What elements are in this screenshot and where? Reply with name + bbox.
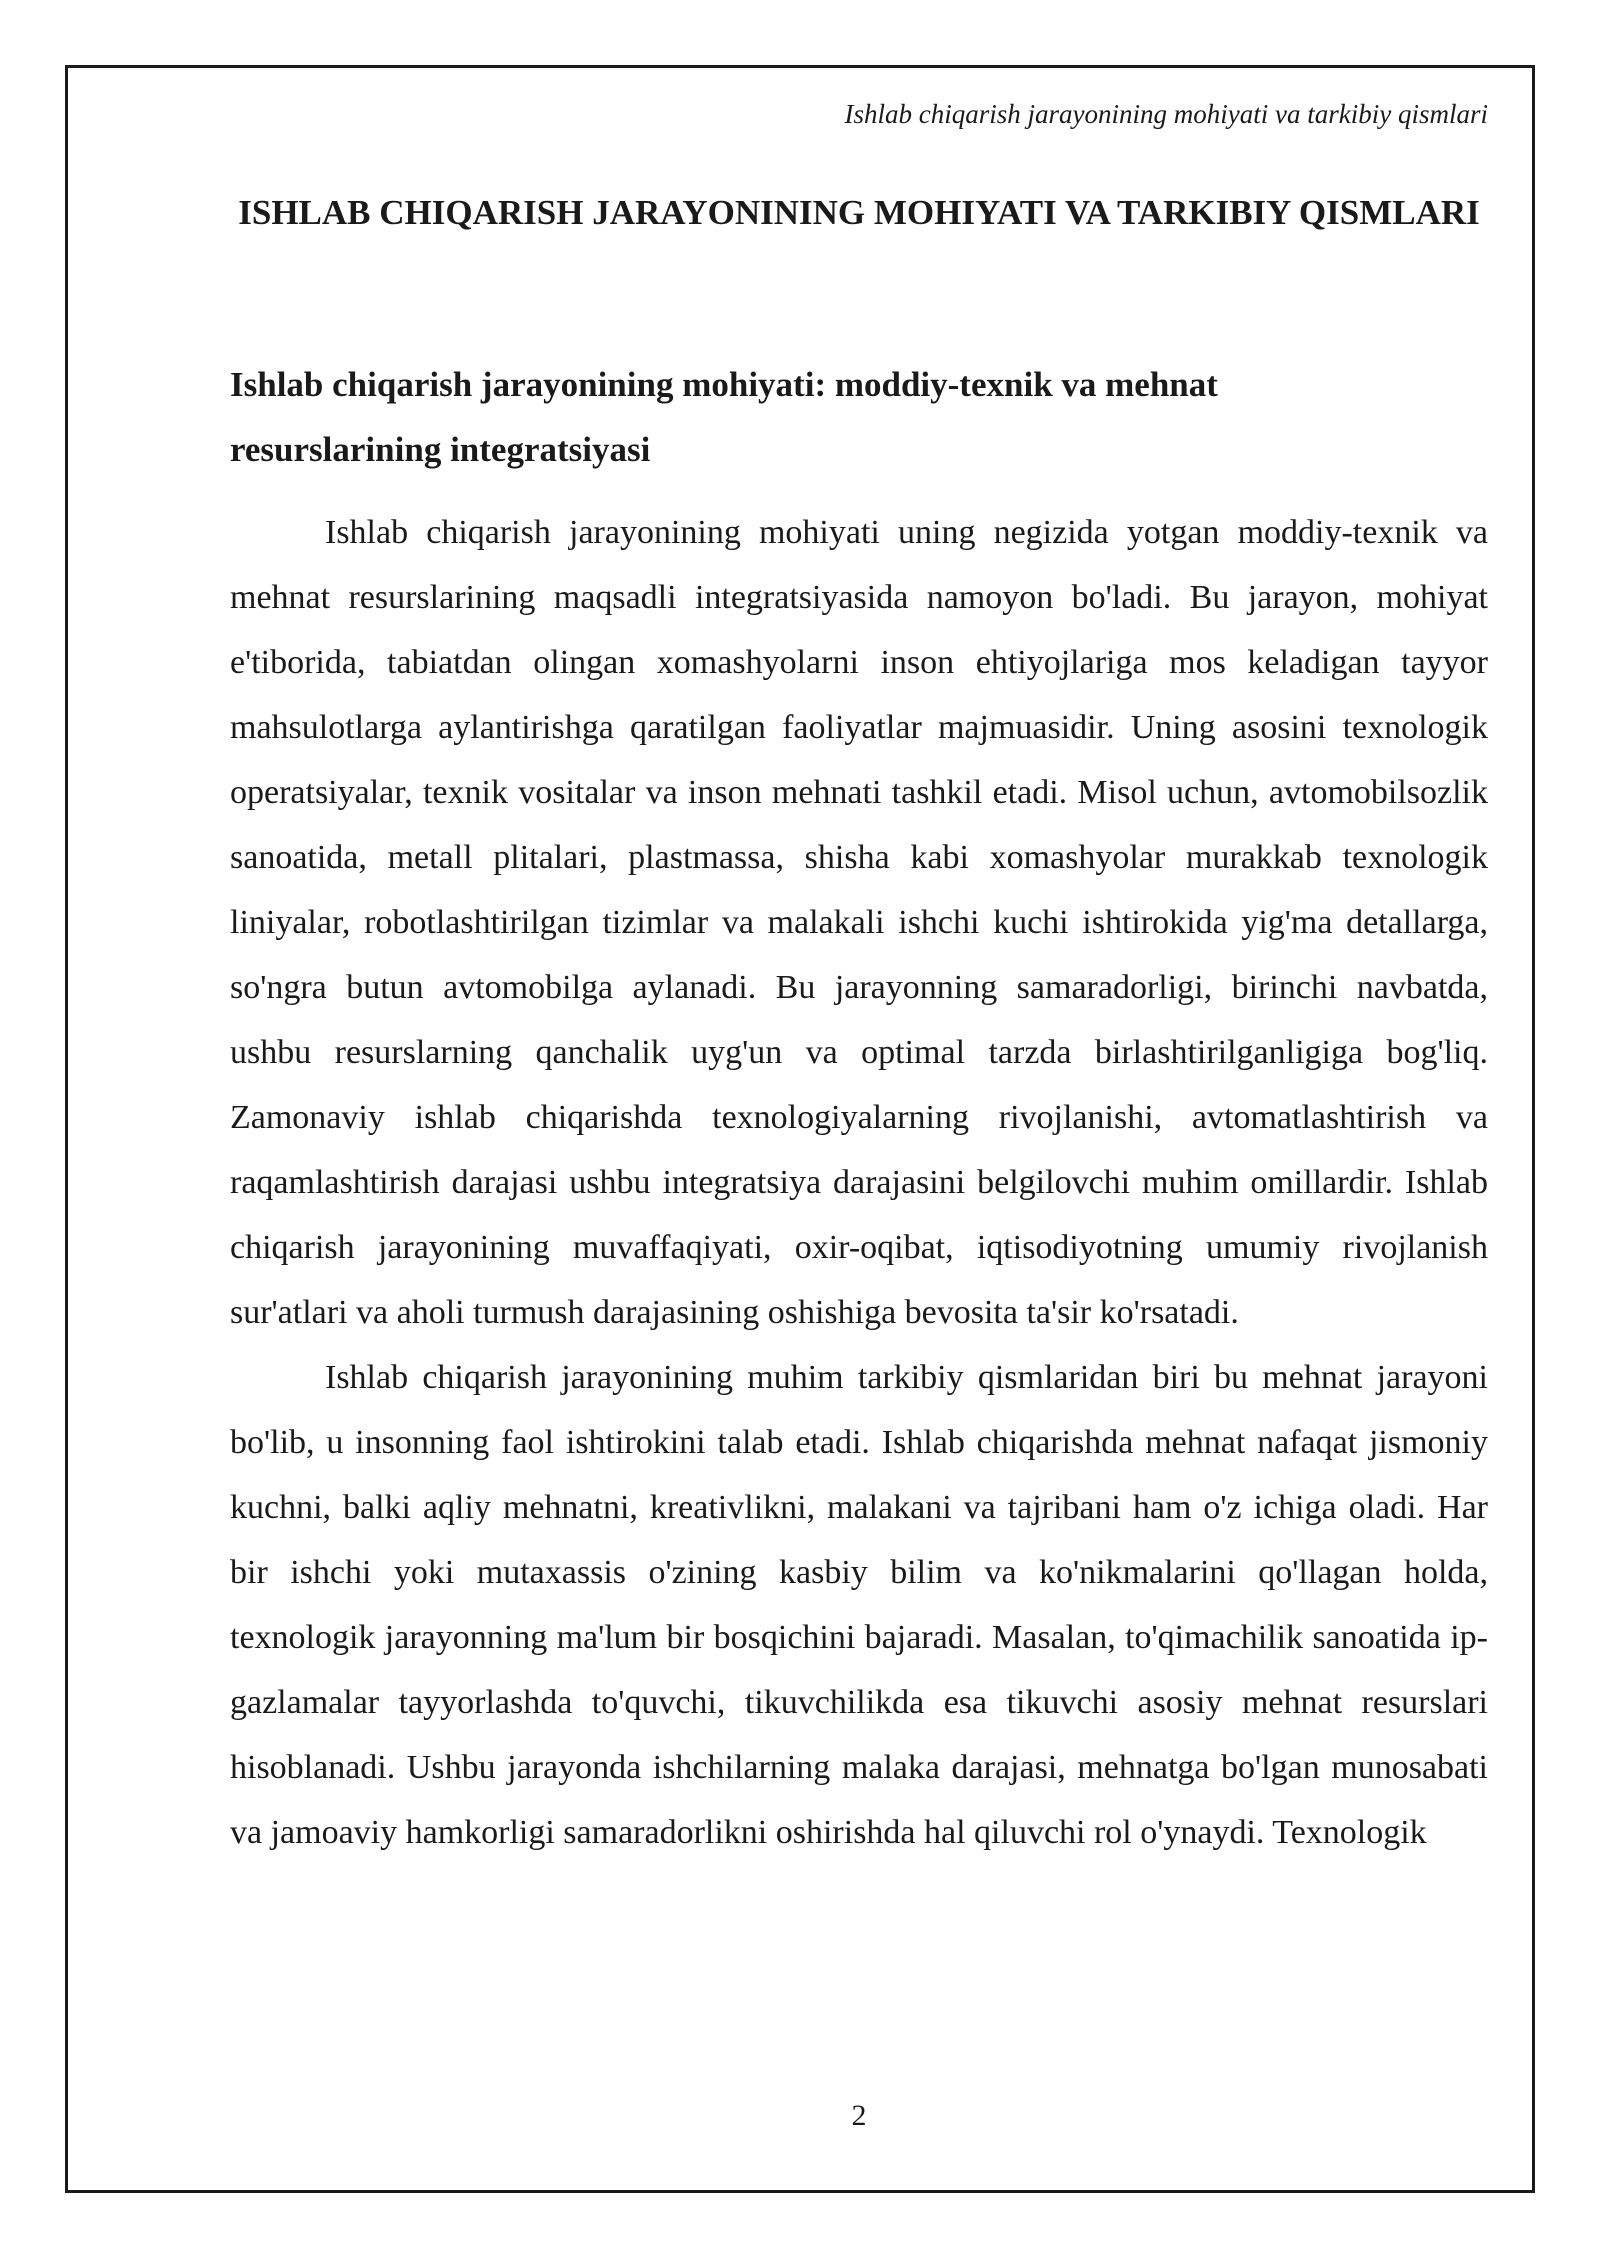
document-title: ISHLAB CHIQARISH JARAYONINING MOHIYATI VA TARKIBIY QISMLARI <box>238 193 1480 232</box>
page-number: 2 <box>851 2099 867 2132</box>
body-text <box>230 500 1488 1865</box>
paragraph-1: Ishlab chiqarish jarayonining mohiyati uning negizida yotgan moddiy-texnik va mehnat resurslarining maqsadli integratsiyasida namoyon bo'ladi. Bu jarayon, mohiyat e'tiborida, tabiatdan olingan xomashyolarni inson ehtiyojlariga mos keladigan tayyor mahsulotlarga aylantirishga qaratilgan faoliyatlar majmuasidir. Uning asosini texnologik operatsiyalar, texnik vositalar va inson mehnati tashkil etadi. Misol uchun, avtomobilsozlik sanoatida, metall plitalari, plastmassa, shisha kabi xomashyolar murakkab texnologik liniyalar, robotlashtirilgan tizimlar va malakali ishchi kuchi ishtirokida yig'ma detallarga, so'ngra butun avtomobilga aylanadi. Bu jarayonning samaradorligi, birinchi navbatda, ushbu resurslarning qanchalik uyg'un va optimal tarzda birlashtirilganligiga bog'liq. Zamonaviy ishlab chiqarishda texnologiyalarning rivojlanishi, avtomatlashtirish va raqamlashtirish darajasi ushbu integratsiya darajasini belgilovchi muhim omillardir. Ishlab chiqarish jarayonining muvaffaqiyati, oxir-oqibat, iqtisodiyotning umumiy rivojlanish sur'atlari va aholi turmush darajasining oshishiga bevosita ta'sir ko'rsatadi. <box>230 514 1488 1331</box>
running-header: Ishlab chiqarish jarayonining mohiyati va tarkibiy qismlari <box>844 99 1488 129</box>
paragraph-2: Ishlab chiqarish jarayonining muhim tarkibiy qismlaridan biri bu mehnat jarayoni bo'lib, u insonning faol ishtirokini talab etadi. Ishlab chiqarishda mehnat nafaqat jismoniy kuchni, balki aqliy mehnatni, kreativlikni, malakani va tajribani ham o'z ichiga oladi. Har bir ishchi yoki mutaxassis o'zining kasbiy bilim va ko'nikmalarini qo'llagan holda, texnologik jarayonning ma'lum bir bosqichini bajaradi. Masalan, to'qimachilik sanoatida ip-gazlamalar tayyorlashda to'quvchi, tikuvchilikda esa tikuvchi asosiy mehnat resurslari hisoblanadi. Ushbu jarayonda ishchilarning malaka darajasi, mehnatga bo'lgan munosabati va jamoaviy hamkorligi samaradorlikni oshirishda hal qiluvchi rol o'ynaydi. Texnologik <box>230 1359 1488 1851</box>
section-heading: Ishlab chiqarish jarayonining mohiyati: moddiy-texnik va mehnat resurslarining integratsiyasi <box>230 365 1218 469</box>
